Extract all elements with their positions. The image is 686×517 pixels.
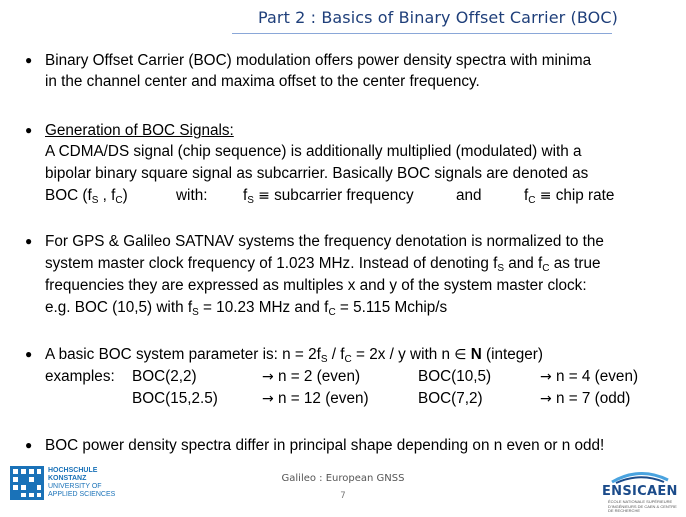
b4-ex2-result: → n = 4 (even): [540, 368, 639, 385]
b4-examples-label: examples:: [45, 368, 115, 385]
b3-line2: system master clock frequency of 1.023 MHz. Instead of denoting $f_S$ and $f_C$ as true: [45, 255, 601, 274]
b4-ex3: BOC(15,2.5): [132, 390, 218, 407]
b2-line1: A CDMA/DS signal (chip sequence) is additionally multiplied (modulated) with a: [45, 143, 582, 160]
slide-title: Part 2 : Basics of Binary Offset Carrier (BOC): [258, 8, 618, 27]
b2-fs-def: $f_S$ ≡ subcarrier frequency: [243, 187, 414, 206]
bullet-3: ●: [25, 234, 33, 248]
b2-and: and: [456, 187, 482, 204]
arrow-right-icon: →: [540, 391, 552, 407]
page-number: 7: [340, 491, 346, 501]
bullet-4: ●: [25, 347, 33, 361]
b3-line4: e.g. BOC (10,5) with $f_S = 10.23$ MHz and $f_C = 5.115$ Mchip/s: [45, 299, 448, 318]
b4-ex3-result: → n = 12 (even): [262, 390, 369, 407]
bullet-2: ●: [25, 123, 33, 137]
b2-fc-def: $f_C$ ≡ chip rate: [524, 187, 615, 206]
ensicaen-swoosh-icon: [610, 470, 670, 484]
b4-ex4-result: → n = 7 (odd): [540, 390, 631, 407]
b4-ex2: BOC(10,5): [418, 368, 492, 385]
b2-heading: Generation of BOC Signals:: [45, 122, 234, 139]
ensicaen-subtitle: ÉCOLE NATIONALE SUPÉRIEURE D'INGÉNIEURS DE CAEN & CENTRE DE RECHERCHE: [608, 499, 677, 513]
b4-ex1-result: → n = 2 (even): [262, 368, 361, 385]
b4-ex1: BOC(2,2): [132, 368, 197, 385]
b4-line1: A basic BOC system parameter is: $n = 2f_S / f_C = 2x / y$ with n ∈ N (integer): [45, 346, 543, 365]
ensicaen-name: ENSICAEN: [602, 484, 678, 499]
b2-with: with:: [176, 187, 208, 204]
htwg-logo-mark-icon: [10, 466, 44, 500]
bullet-1: ●: [25, 53, 33, 67]
b2-line2: bipolar binary square signal as subcarrier. Basically BOC signals are denoted as: [45, 165, 589, 182]
b5-line1: BOC power density spectra differ in principal shape depending on n even or n odd!: [45, 437, 605, 454]
b3-line1: For GPS & Galileo SATNAV systems the frequency denotation is normalized to the: [45, 233, 604, 250]
arrow-right-icon: →: [262, 369, 274, 385]
b2-boc-notation: BOC ($f_S$ , $f_C$): [45, 187, 128, 206]
b1-line2: in the channel center and maxima offset to the center frequency.: [45, 73, 480, 90]
footer-title: Galileo : European GNSS: [281, 473, 405, 484]
arrow-right-icon: →: [540, 369, 552, 385]
b1-line1: Binary Offset Carrier (BOC) modulation offers power density spectra with minima: [45, 52, 592, 69]
htwg-logo: [10, 466, 130, 506]
htwg-logo-text: HOCHSCHULE KONSTANZ UNIVERSITY OF APPLIED SCIENCES: [48, 467, 116, 498]
b3-line3: frequencies they are expressed as multiples x and y of the system master clock:: [45, 277, 587, 294]
arrow-right-icon: →: [262, 391, 274, 407]
bullet-5: ●: [25, 438, 33, 452]
b4-ex4: BOC(7,2): [418, 390, 483, 407]
ensicaen-logo: [596, 470, 682, 514]
